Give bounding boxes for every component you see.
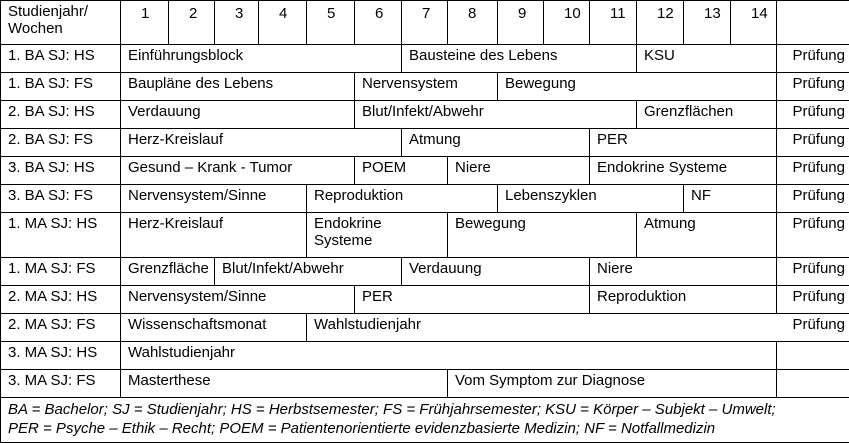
module-cell: Baupläne des Lebens bbox=[121, 73, 355, 101]
legend-row bbox=[1, 398, 849, 443]
exam-header-cell bbox=[777, 1, 849, 45]
module-cell: Niere bbox=[448, 157, 590, 185]
module-cell: POEM bbox=[355, 157, 448, 185]
table-row bbox=[1, 73, 849, 101]
week-header-8: 8 bbox=[448, 1, 498, 45]
row-label: 1. MA SJ: HS bbox=[1, 213, 121, 258]
table-row bbox=[1, 314, 849, 342]
row-label: 2. BA SJ: HS bbox=[1, 101, 121, 129]
table-row bbox=[1, 342, 849, 370]
header-corner-cell: Studienjahr/ Wochen bbox=[1, 1, 121, 45]
module-cell: Reproduktion bbox=[307, 185, 498, 213]
module-cell: Wissenschaftsmonat bbox=[121, 314, 307, 342]
week-header-11: 11 bbox=[590, 1, 637, 45]
module-cell: Bewegung bbox=[448, 213, 637, 258]
module-cell: Endokrine Systeme bbox=[307, 213, 448, 258]
week-header-14: 14 bbox=[731, 1, 777, 45]
exam-cell: Prüfung bbox=[777, 45, 849, 73]
week-header-12: 12 bbox=[637, 1, 684, 45]
module-cell: Nervensystem/Sinne bbox=[121, 286, 355, 314]
exam-cell: Prüfung bbox=[777, 213, 849, 258]
module-cell: Bewegung bbox=[498, 73, 777, 101]
module-cell: Reproduktion bbox=[590, 286, 777, 314]
header-row bbox=[1, 1, 849, 45]
module-cell: Wahlstudienjahr bbox=[121, 342, 777, 370]
module-cell: NF bbox=[684, 185, 777, 213]
week-header-5: 5 bbox=[307, 1, 355, 45]
row-label: 3. MA SJ: HS bbox=[1, 342, 121, 370]
module-cell: Einführungsblock bbox=[121, 45, 402, 73]
legend-line: PER = Psyche – Ethik – Recht; POEM = Patientenorientierte evidenzbasierte Medizin; NF = Notfallmedizin bbox=[8, 419, 846, 438]
module-cell: Blut/Infekt/Abwehr bbox=[355, 101, 637, 129]
module-cell: Atmung bbox=[637, 213, 777, 258]
module-cell: Herz-Kreislauf bbox=[121, 213, 307, 258]
exam-label: Prüfung bbox=[792, 316, 845, 333]
exam-cell: Prüfung bbox=[777, 101, 849, 129]
module-cell: PER bbox=[355, 286, 590, 314]
row-label: 2. MA SJ: FS bbox=[1, 314, 121, 342]
legend-cell bbox=[1, 398, 849, 443]
table-row bbox=[1, 45, 849, 73]
table-row bbox=[1, 213, 849, 258]
week-header-3: 3 bbox=[215, 1, 259, 45]
table-row bbox=[1, 101, 849, 129]
exam-cell: Prüfung bbox=[777, 286, 849, 314]
module-cell: Endokrine Systeme bbox=[590, 157, 777, 185]
row-label: 1. BA SJ: FS bbox=[1, 73, 121, 101]
table-row bbox=[1, 157, 849, 185]
module-cell: Bausteine des Lebens bbox=[402, 45, 637, 73]
table-row bbox=[1, 370, 849, 398]
table-row bbox=[1, 185, 849, 213]
module-cell: Nervensystem/Sinne bbox=[121, 185, 307, 213]
exam-cell bbox=[777, 370, 849, 398]
week-header-9: 9 bbox=[498, 1, 544, 45]
module-cell: Blut/Infekt/Abwehr bbox=[215, 258, 402, 286]
row-label: 2. BA SJ: FS bbox=[1, 129, 121, 157]
module-cell: Verdauung bbox=[121, 101, 355, 129]
week-header-4: 4 bbox=[259, 1, 307, 45]
module-cell: Nervensystem bbox=[355, 73, 498, 101]
exam-cell: Prüfung bbox=[777, 129, 849, 157]
row-label: 3. BA SJ: HS bbox=[1, 157, 121, 185]
week-header-1: 1 bbox=[121, 1, 169, 45]
module-cell-with-exam bbox=[307, 314, 849, 342]
week-header-7: 7 bbox=[402, 1, 448, 45]
module-cell: Masterthese bbox=[121, 370, 448, 398]
module-cell: Herz-Kreislauf bbox=[121, 129, 402, 157]
module-cell: Atmung bbox=[402, 129, 590, 157]
module-cell: Gesund – Krank - Tumor bbox=[121, 157, 355, 185]
week-header-6: 6 bbox=[355, 1, 402, 45]
week-header-2: 2 bbox=[169, 1, 215, 45]
module-cell: Niere bbox=[590, 258, 777, 286]
exam-cell: Prüfung bbox=[777, 258, 849, 286]
module-cell: Lebenszyklen bbox=[498, 185, 684, 213]
exam-cell: Prüfung bbox=[777, 157, 849, 185]
module-cell: Grenzfläche bbox=[121, 258, 215, 286]
table-row bbox=[1, 129, 849, 157]
exam-cell bbox=[777, 342, 849, 370]
table-row bbox=[1, 258, 849, 286]
module-cell: Vom Symptom zur Diagnose bbox=[448, 370, 777, 398]
module-cell: KSU bbox=[637, 45, 777, 73]
legend-line: BA = Bachelor; SJ = Studienjahr; HS = Herbstsemester; FS = Frühjahrsemester; KSU = Körper – Subjekt – Umwelt; bbox=[8, 400, 846, 419]
row-label: 2. MA SJ: HS bbox=[1, 286, 121, 314]
module-cell: PER bbox=[590, 129, 777, 157]
exam-cell: Prüfung bbox=[777, 185, 849, 213]
module-cell: Verdauung bbox=[402, 258, 590, 286]
module-label: Wahlstudienjahr bbox=[314, 316, 421, 333]
table-row bbox=[1, 286, 849, 314]
week-header-10: 10 bbox=[544, 1, 590, 45]
week-header-13: 13 bbox=[684, 1, 731, 45]
row-label: 1. BA SJ: HS bbox=[1, 45, 121, 73]
row-label: 1. MA SJ: FS bbox=[1, 258, 121, 286]
module-cell: Grenzflächen bbox=[637, 101, 777, 129]
exam-cell: Prüfung bbox=[777, 73, 849, 101]
row-label: 3. BA SJ: FS bbox=[1, 185, 121, 213]
row-label: 3. MA SJ: FS bbox=[1, 370, 121, 398]
